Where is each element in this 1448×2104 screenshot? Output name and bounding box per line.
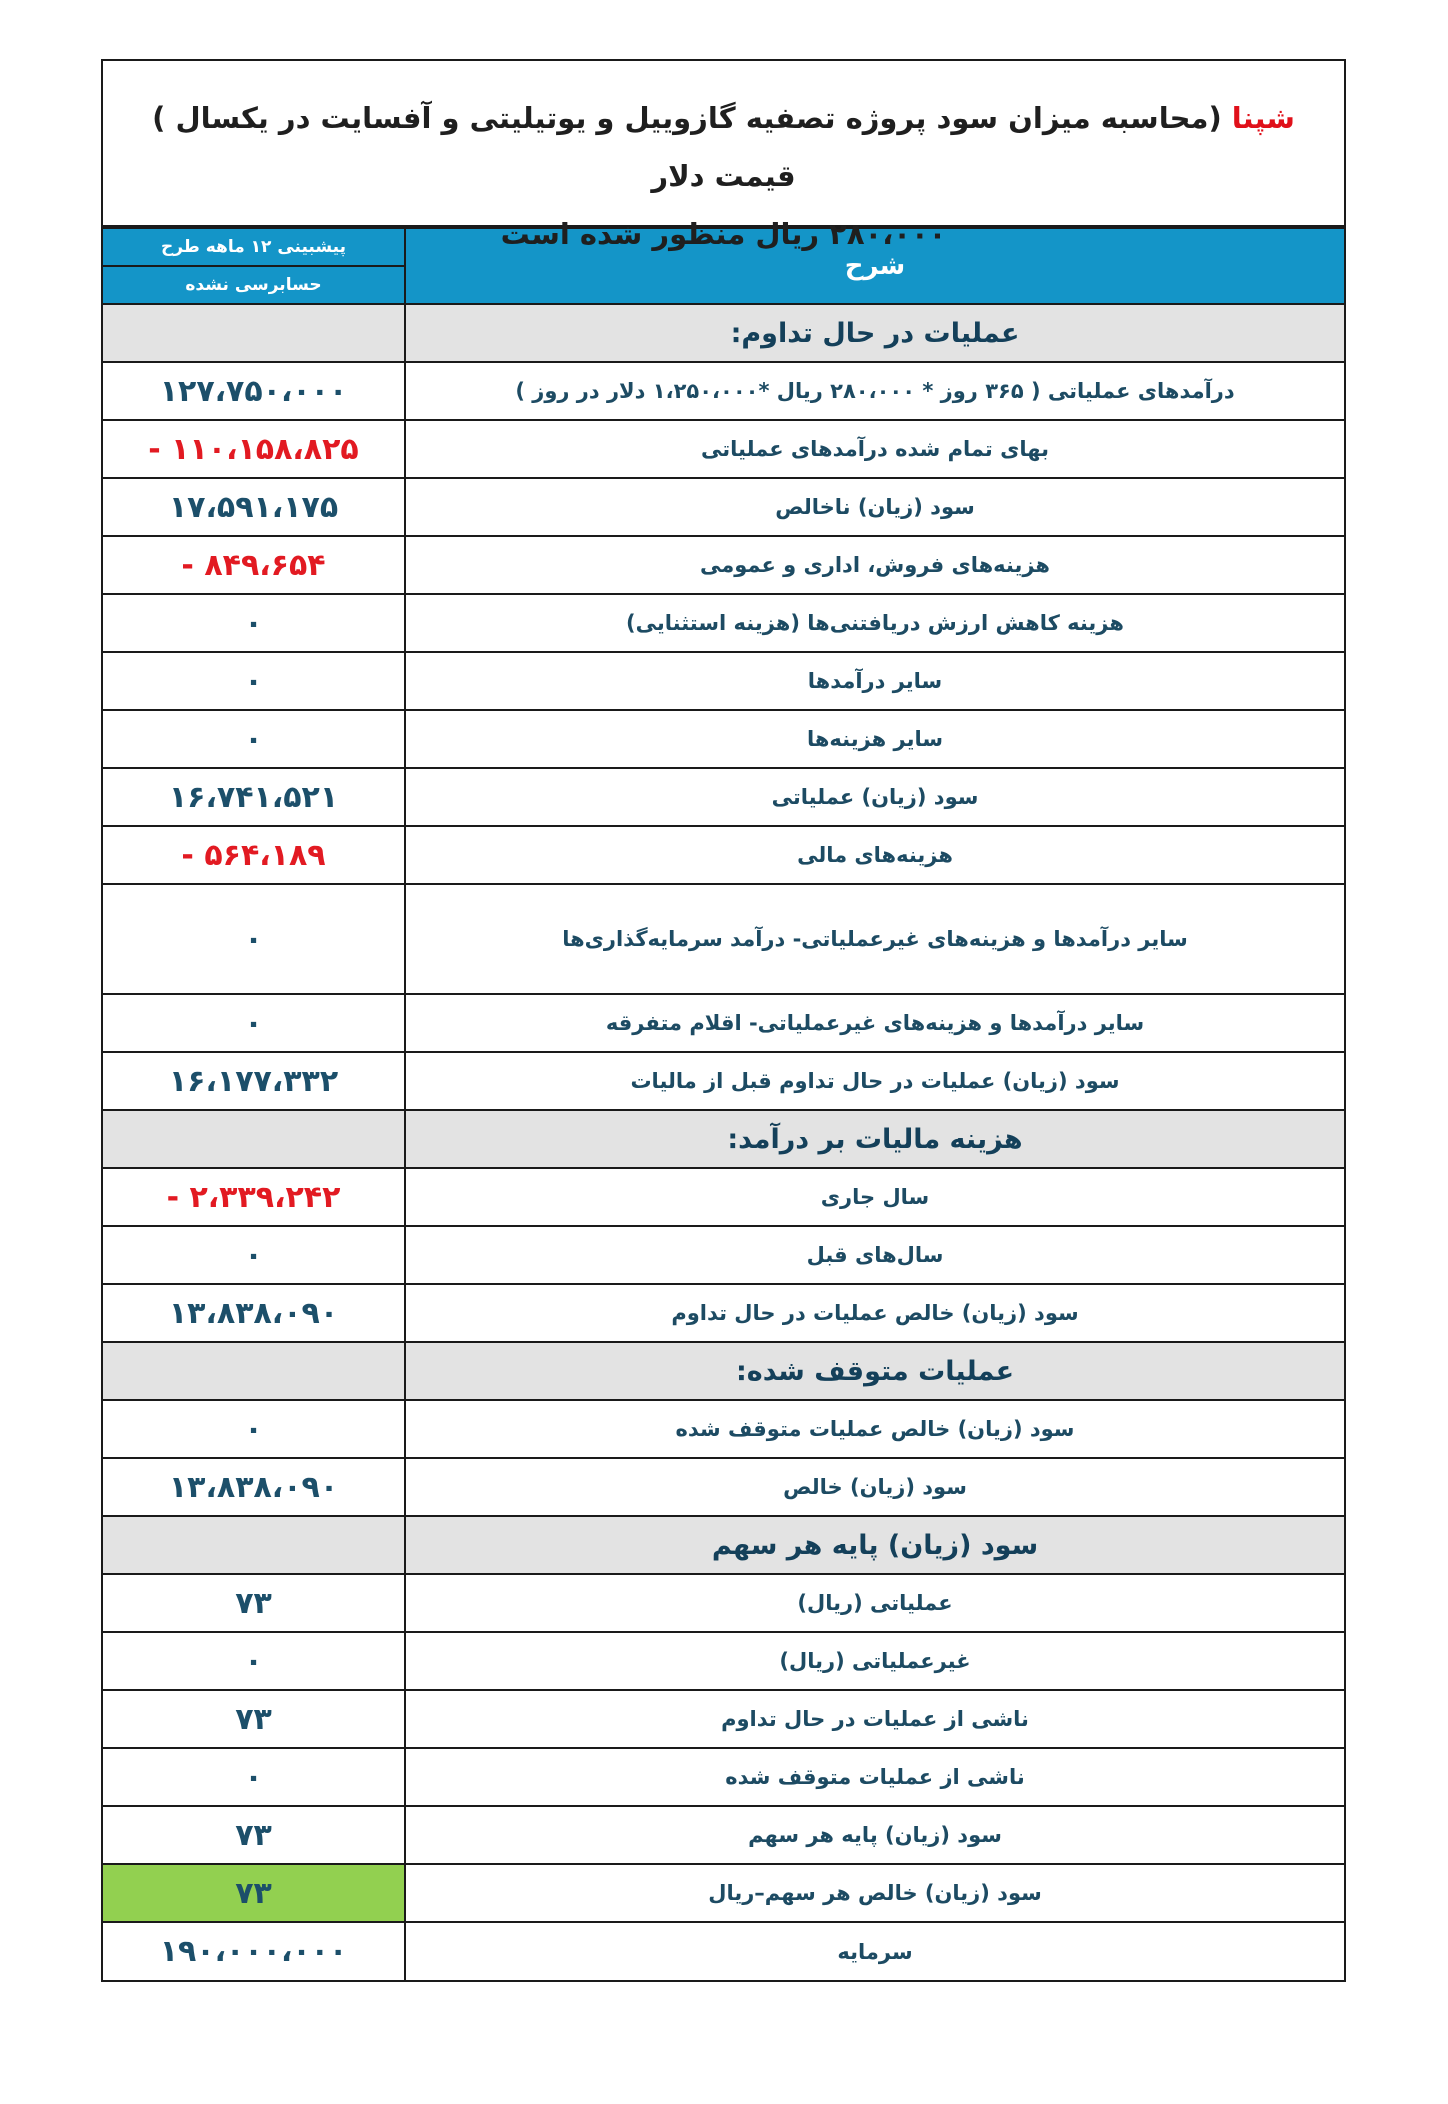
table-row bbox=[103, 1168, 1344, 1226]
section-title: سود (زیان) پایه هر سهم bbox=[405, 1516, 1344, 1574]
value-cell: ۷۳ bbox=[103, 1574, 405, 1632]
table-row bbox=[103, 1748, 1344, 1806]
table-row bbox=[103, 594, 1344, 652]
section-row bbox=[103, 1110, 1344, 1168]
description-cell: سایر درآمدها و هزینه‌های غیرعملیاتی- اقلام متفرقه bbox=[405, 994, 1344, 1052]
section-row bbox=[103, 304, 1344, 362]
table-row bbox=[103, 994, 1344, 1052]
value-cell: ۱۳،۸۳۸،۰۹۰ bbox=[103, 1458, 405, 1516]
description-cell: سایر هزینه‌ها bbox=[405, 710, 1344, 768]
value-cell: ۱۷،۵۹۱،۱۷۵ bbox=[103, 478, 405, 536]
section-row bbox=[103, 1342, 1344, 1400]
value-cell: - ۵۶۴،۱۸۹ bbox=[103, 826, 405, 884]
description-cell: سود (زیان) خالص عملیات در حال تداوم bbox=[405, 1284, 1344, 1342]
description-cell: ناشی از عملیات متوقف شده bbox=[405, 1748, 1344, 1806]
description-cell: درآمدهای عملیاتی ( ۳۶۵ روز * ۲۸۰،۰۰۰ ریال *۱،۲۵۰،۰۰۰ دلار در روز ) bbox=[405, 362, 1344, 420]
value-cell: ۱۳،۸۳۸،۰۹۰ bbox=[103, 1284, 405, 1342]
table-row bbox=[103, 768, 1344, 826]
value-cell: ۰ bbox=[103, 1226, 405, 1284]
description-cell: سال جاری bbox=[405, 1168, 1344, 1226]
description-cell: سال‌های قبل bbox=[405, 1226, 1344, 1284]
description-cell: ناشی از عملیات در حال تداوم bbox=[405, 1690, 1344, 1748]
value-cell: ۷۳ bbox=[103, 1806, 405, 1864]
table-row bbox=[103, 1574, 1344, 1632]
value-cell: ۱۲۷،۷۵۰،۰۰۰ bbox=[103, 362, 405, 420]
value-cell: ۰ bbox=[103, 1748, 405, 1806]
description-cell: هزینه‌های مالی bbox=[405, 826, 1344, 884]
description-cell: سرمایه bbox=[405, 1922, 1344, 1980]
company-name: شپنا bbox=[1231, 101, 1295, 135]
value-cell: - ۱۱۰،۱۵۸،۸۲۵ bbox=[103, 420, 405, 478]
table-row bbox=[103, 1922, 1344, 1980]
table-row bbox=[103, 1226, 1344, 1284]
table-row bbox=[103, 478, 1344, 536]
value-cell: ۱۶،۱۷۷،۳۳۲ bbox=[103, 1052, 405, 1110]
table-row bbox=[103, 884, 1344, 994]
description-cell: سود (زیان) پایه هر سهم bbox=[405, 1806, 1344, 1864]
value-cell: - ۲،۳۳۹،۲۴۲ bbox=[103, 1168, 405, 1226]
value-cell: ۰ bbox=[103, 710, 405, 768]
description-column-header: شرح bbox=[405, 228, 1344, 304]
description-cell: غیرعملیاتی (ریال) bbox=[405, 1632, 1344, 1690]
value-cell: - ۸۴۹،۶۵۴ bbox=[103, 536, 405, 594]
description-cell: عملیاتی (ریال) bbox=[405, 1574, 1344, 1632]
table-row bbox=[103, 1284, 1344, 1342]
description-cell: سود (زیان) عملیاتی bbox=[405, 768, 1344, 826]
section-value-cell bbox=[103, 304, 405, 362]
value-cell: ۰ bbox=[103, 652, 405, 710]
section-row bbox=[103, 1516, 1344, 1574]
section-value-cell bbox=[103, 1110, 405, 1168]
table-row bbox=[103, 826, 1344, 884]
description-cell: سایر درآمدها bbox=[405, 652, 1344, 710]
table-row bbox=[103, 1690, 1344, 1748]
section-value-cell bbox=[103, 1342, 405, 1400]
value-cell: ۱۶،۷۴۱،۵۲۱ bbox=[103, 768, 405, 826]
value-cell: ۰ bbox=[103, 994, 405, 1052]
value-column-header-line-1: پیشبینی ۱۲ ماهه طرح bbox=[103, 228, 405, 266]
table-row bbox=[103, 1864, 1344, 1922]
table-row bbox=[103, 1806, 1344, 1864]
description-cell: سایر درآمدها و هزینه‌های غیرعملیاتی- درآمد سرمایه‌گذاری‌ها bbox=[405, 884, 1344, 994]
title-line-1 bbox=[143, 89, 1304, 205]
table-row bbox=[103, 1458, 1344, 1516]
description-cell: سود (زیان) عملیات در حال تداوم قبل از مالیات bbox=[405, 1052, 1344, 1110]
table-row bbox=[103, 1052, 1344, 1110]
value-column-header-line-2: حسابرسی نشده bbox=[103, 266, 405, 304]
section-title: عملیات متوقف شده: bbox=[405, 1342, 1344, 1400]
table-row bbox=[103, 420, 1344, 478]
value-cell: ۰ bbox=[103, 884, 405, 994]
table-row bbox=[103, 1400, 1344, 1458]
value-cell: ۰ bbox=[103, 1400, 405, 1458]
table-row bbox=[103, 1632, 1344, 1690]
value-cell: ۰ bbox=[103, 1632, 405, 1690]
value-cell: ۰ bbox=[103, 594, 405, 652]
value-cell: ۷۳ bbox=[103, 1864, 405, 1922]
table-row bbox=[103, 652, 1344, 710]
description-cell: هزینه‌های فروش، اداری و عمومی bbox=[405, 536, 1344, 594]
table-row bbox=[103, 362, 1344, 420]
table-row bbox=[103, 536, 1344, 594]
value-cell: ۷۳ bbox=[103, 1690, 405, 1748]
table-row bbox=[103, 710, 1344, 768]
title-text: (محاسبه میزان سود پروژه تصفیه گازوییل و یوتیلیتی و آفسایت در یکسال ) قیمت دلار bbox=[152, 101, 1232, 193]
section-title: عملیات در حال تداوم: bbox=[405, 304, 1344, 362]
description-cell: بهای تمام شده درآمدهای عملیاتی bbox=[405, 420, 1344, 478]
value-cell: ۱۹۰،۰۰۰،۰۰۰ bbox=[103, 1922, 405, 1980]
description-cell: هزینه کاهش ارزش دریافتنی‌ها (هزینه استثنایی) bbox=[405, 594, 1344, 652]
description-cell: سود (زیان) ناخالص bbox=[405, 478, 1344, 536]
report-sheet bbox=[101, 59, 1346, 1982]
description-cell: سود (زیان) خالص عملیات متوقف شده bbox=[405, 1400, 1344, 1458]
income-statement-table bbox=[103, 227, 1344, 1980]
section-title: هزینه مالیات بر درآمد: bbox=[405, 1110, 1344, 1168]
section-value-cell bbox=[103, 1516, 405, 1574]
description-cell: سود (زیان) خالص bbox=[405, 1458, 1344, 1516]
description-cell: سود (زیان) خالص هر سهم–ریال bbox=[405, 1864, 1344, 1922]
title-line-2: ۲۸۰،۰۰۰ ریال منظور شده است bbox=[500, 217, 947, 251]
